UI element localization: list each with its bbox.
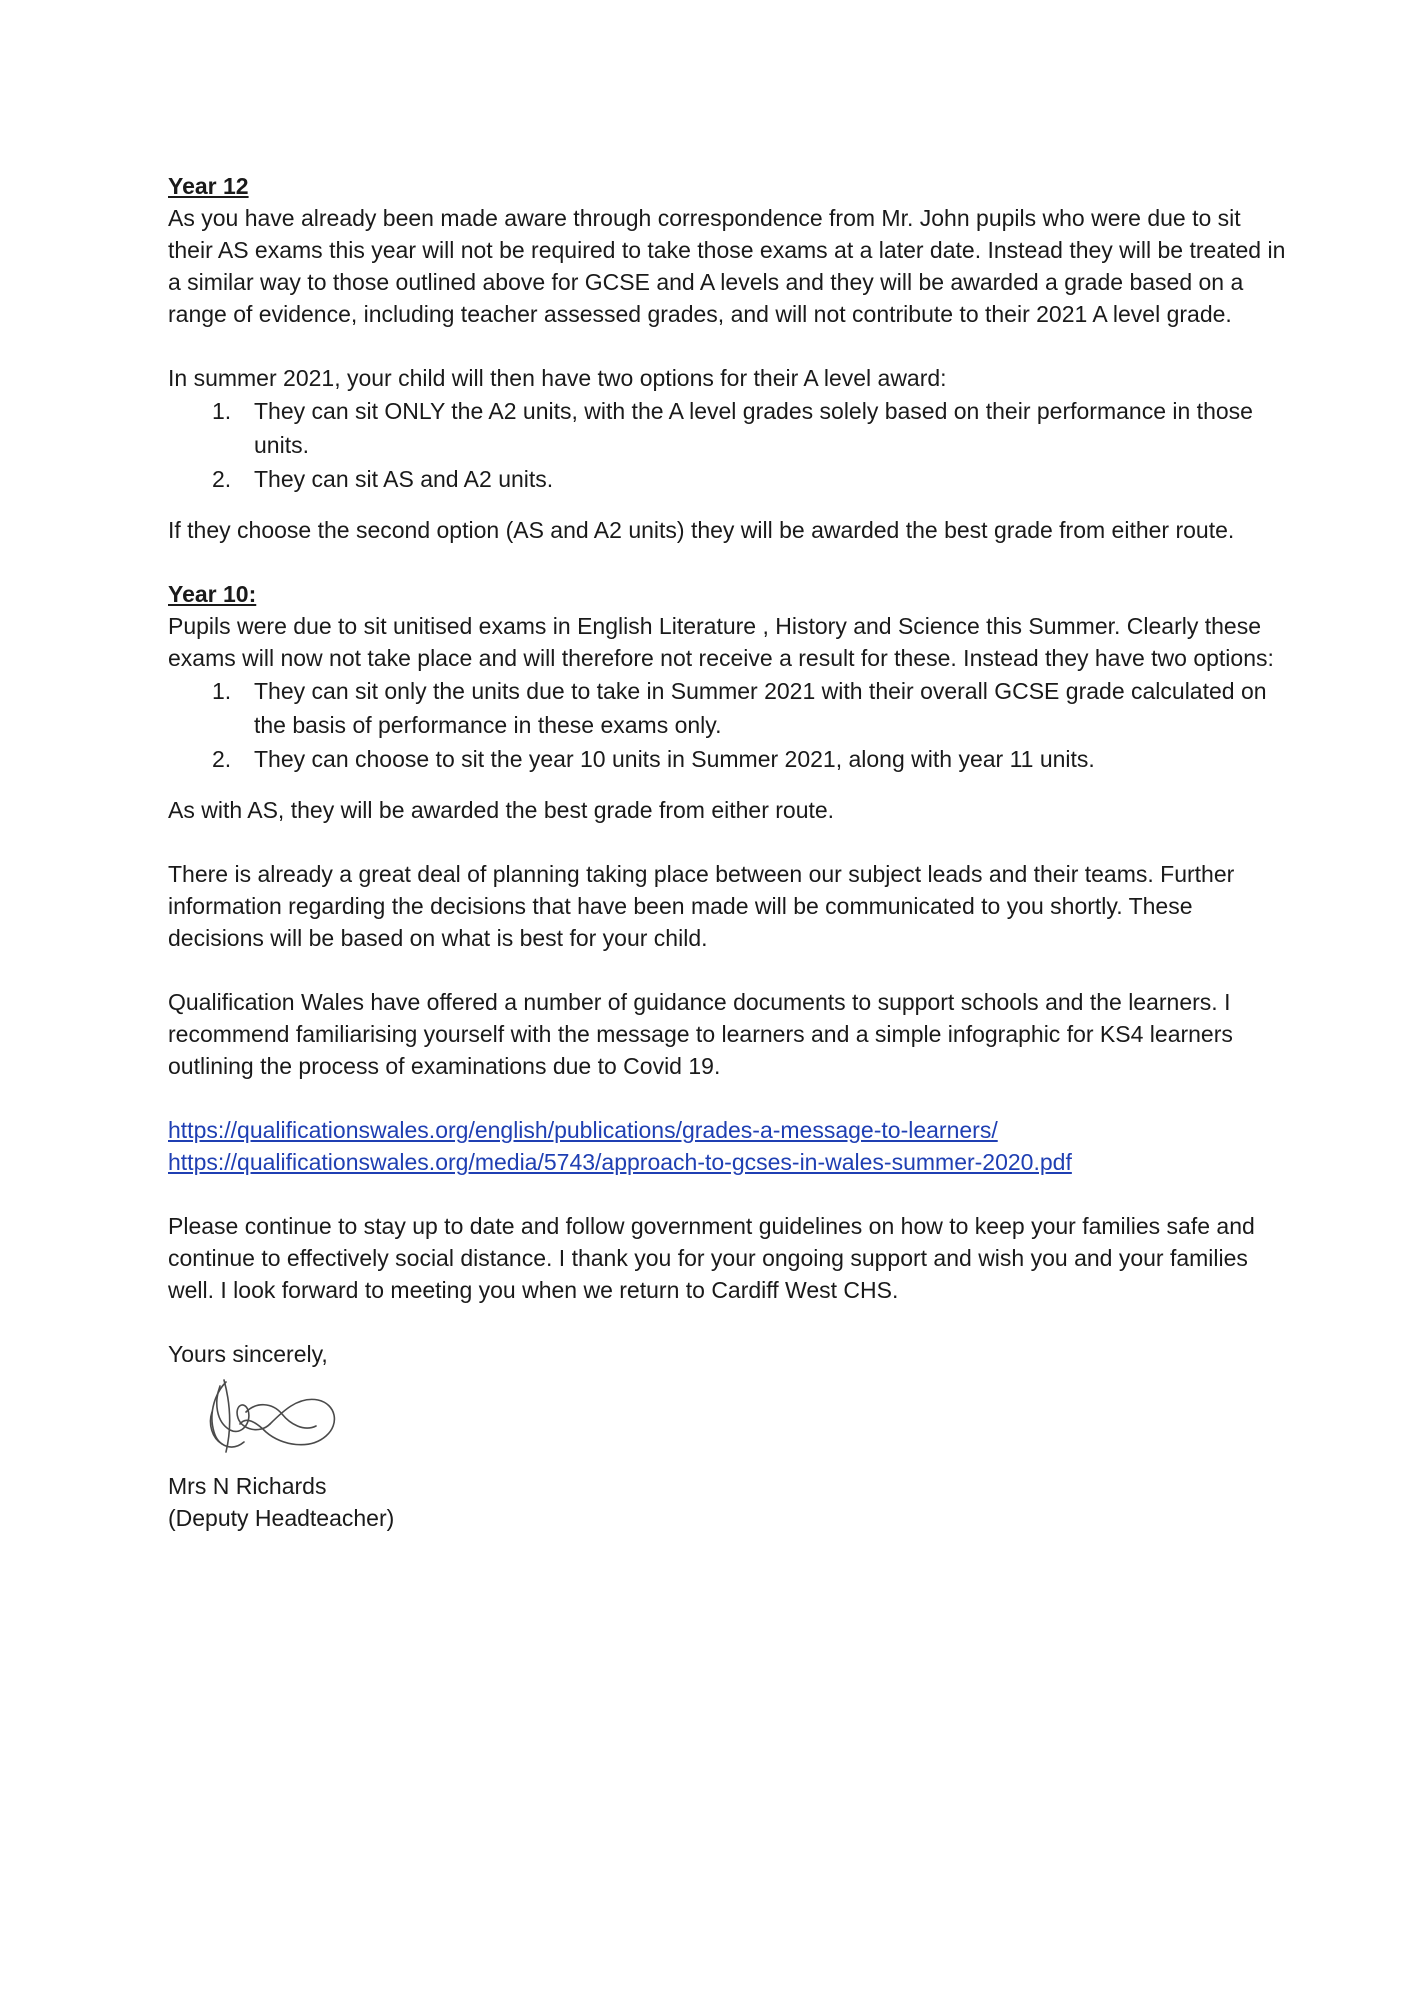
list-number: 2. — [212, 466, 232, 492]
list-text: They can sit ONLY the A2 units, with the A level grades solely based on their performance in those units. — [254, 398, 1253, 458]
year10-best-grade: As with AS, they will be awarded the best grade from either route. — [168, 797, 835, 823]
signatory-name: Mrs N Richards — [168, 1473, 327, 1499]
letter-body — [168, 170, 1288, 1534]
list-item — [168, 394, 1288, 462]
signature-image — [186, 1372, 346, 1460]
list-text: They can sit AS and A2 units. — [254, 466, 554, 492]
year10-options-list — [168, 674, 1288, 776]
closing-paragraph: Please continue to stay up to date and follow government guidelines on how to keep your families safe and continue to effectively social distance. I thank you for your ongoing support and wish you and your families well. I look forward to meeting you when we return to Cardiff West CHS. — [168, 1213, 1255, 1303]
year12-options-list — [168, 394, 1288, 496]
year12-options-intro: In summer 2021, your child will then have two options for their A level award: — [168, 365, 947, 391]
list-item — [168, 674, 1288, 742]
learners-message-link[interactable]: https://qualificationswales.org/english/publications/grades-a-message-to-learners/ — [168, 1117, 998, 1143]
signatory-role: (Deputy Headteacher) — [168, 1505, 395, 1531]
list-text: They can sit only the units due to take in Summer 2021 with their overall GCSE grade calculated on the basis of performance in these exams only. — [254, 678, 1267, 738]
salutation: Yours sincerely, — [168, 1341, 328, 1367]
planning-paragraph: There is already a great deal of planning taking place between our subject leads and their teams. Further information regarding the decisions that have been made will be communicated to you shortly. These decisions will be based on what is best for your child. — [168, 861, 1235, 951]
year10-heading: Year 10: — [168, 581, 257, 607]
list-item — [168, 462, 1288, 496]
year12-heading: Year 12 — [168, 173, 249, 199]
gcse-approach-link[interactable]: https://qualificationswales.org/media/5743/approach-to-gcses-in-wales-summer-2020.pdf — [168, 1149, 1072, 1175]
list-item — [168, 742, 1288, 776]
list-number: 1. — [212, 678, 232, 704]
list-number: 2. — [212, 746, 232, 772]
year12-paragraph: As you have already been made aware through correspondence from Mr. John pupils who were due to sit their AS exams this year will not be required to take those exams at a later date. Instead they will be treated in a similar way to those outlined above for GCSE and A levels and they will be awarded a grade based on a range of evidence, including teacher assessed grades, and will not contribute to their 2021 A level grade. — [168, 205, 1286, 327]
year12-best-grade: If they choose the second option (AS and A2 units) they will be awarded the best grade from either route. — [168, 517, 1235, 543]
year10-paragraph: Pupils were due to sit unitised exams in English Literature , History and Science this Summer. Clearly these exams will now not take place and will therefore not receive a result for these. Instead they have two options: — [168, 613, 1274, 671]
qualification-paragraph: Qualification Wales have offered a number of guidance documents to support schools and the learners. I recommend familiarising yourself with the message to learners and a simple infographic for KS4 learners outlining the process of examinations due to Covid 19. — [168, 989, 1233, 1079]
list-text: They can choose to sit the year 10 units in Summer 2021, along with year 11 units. — [254, 746, 1095, 772]
list-number: 1. — [212, 398, 232, 424]
